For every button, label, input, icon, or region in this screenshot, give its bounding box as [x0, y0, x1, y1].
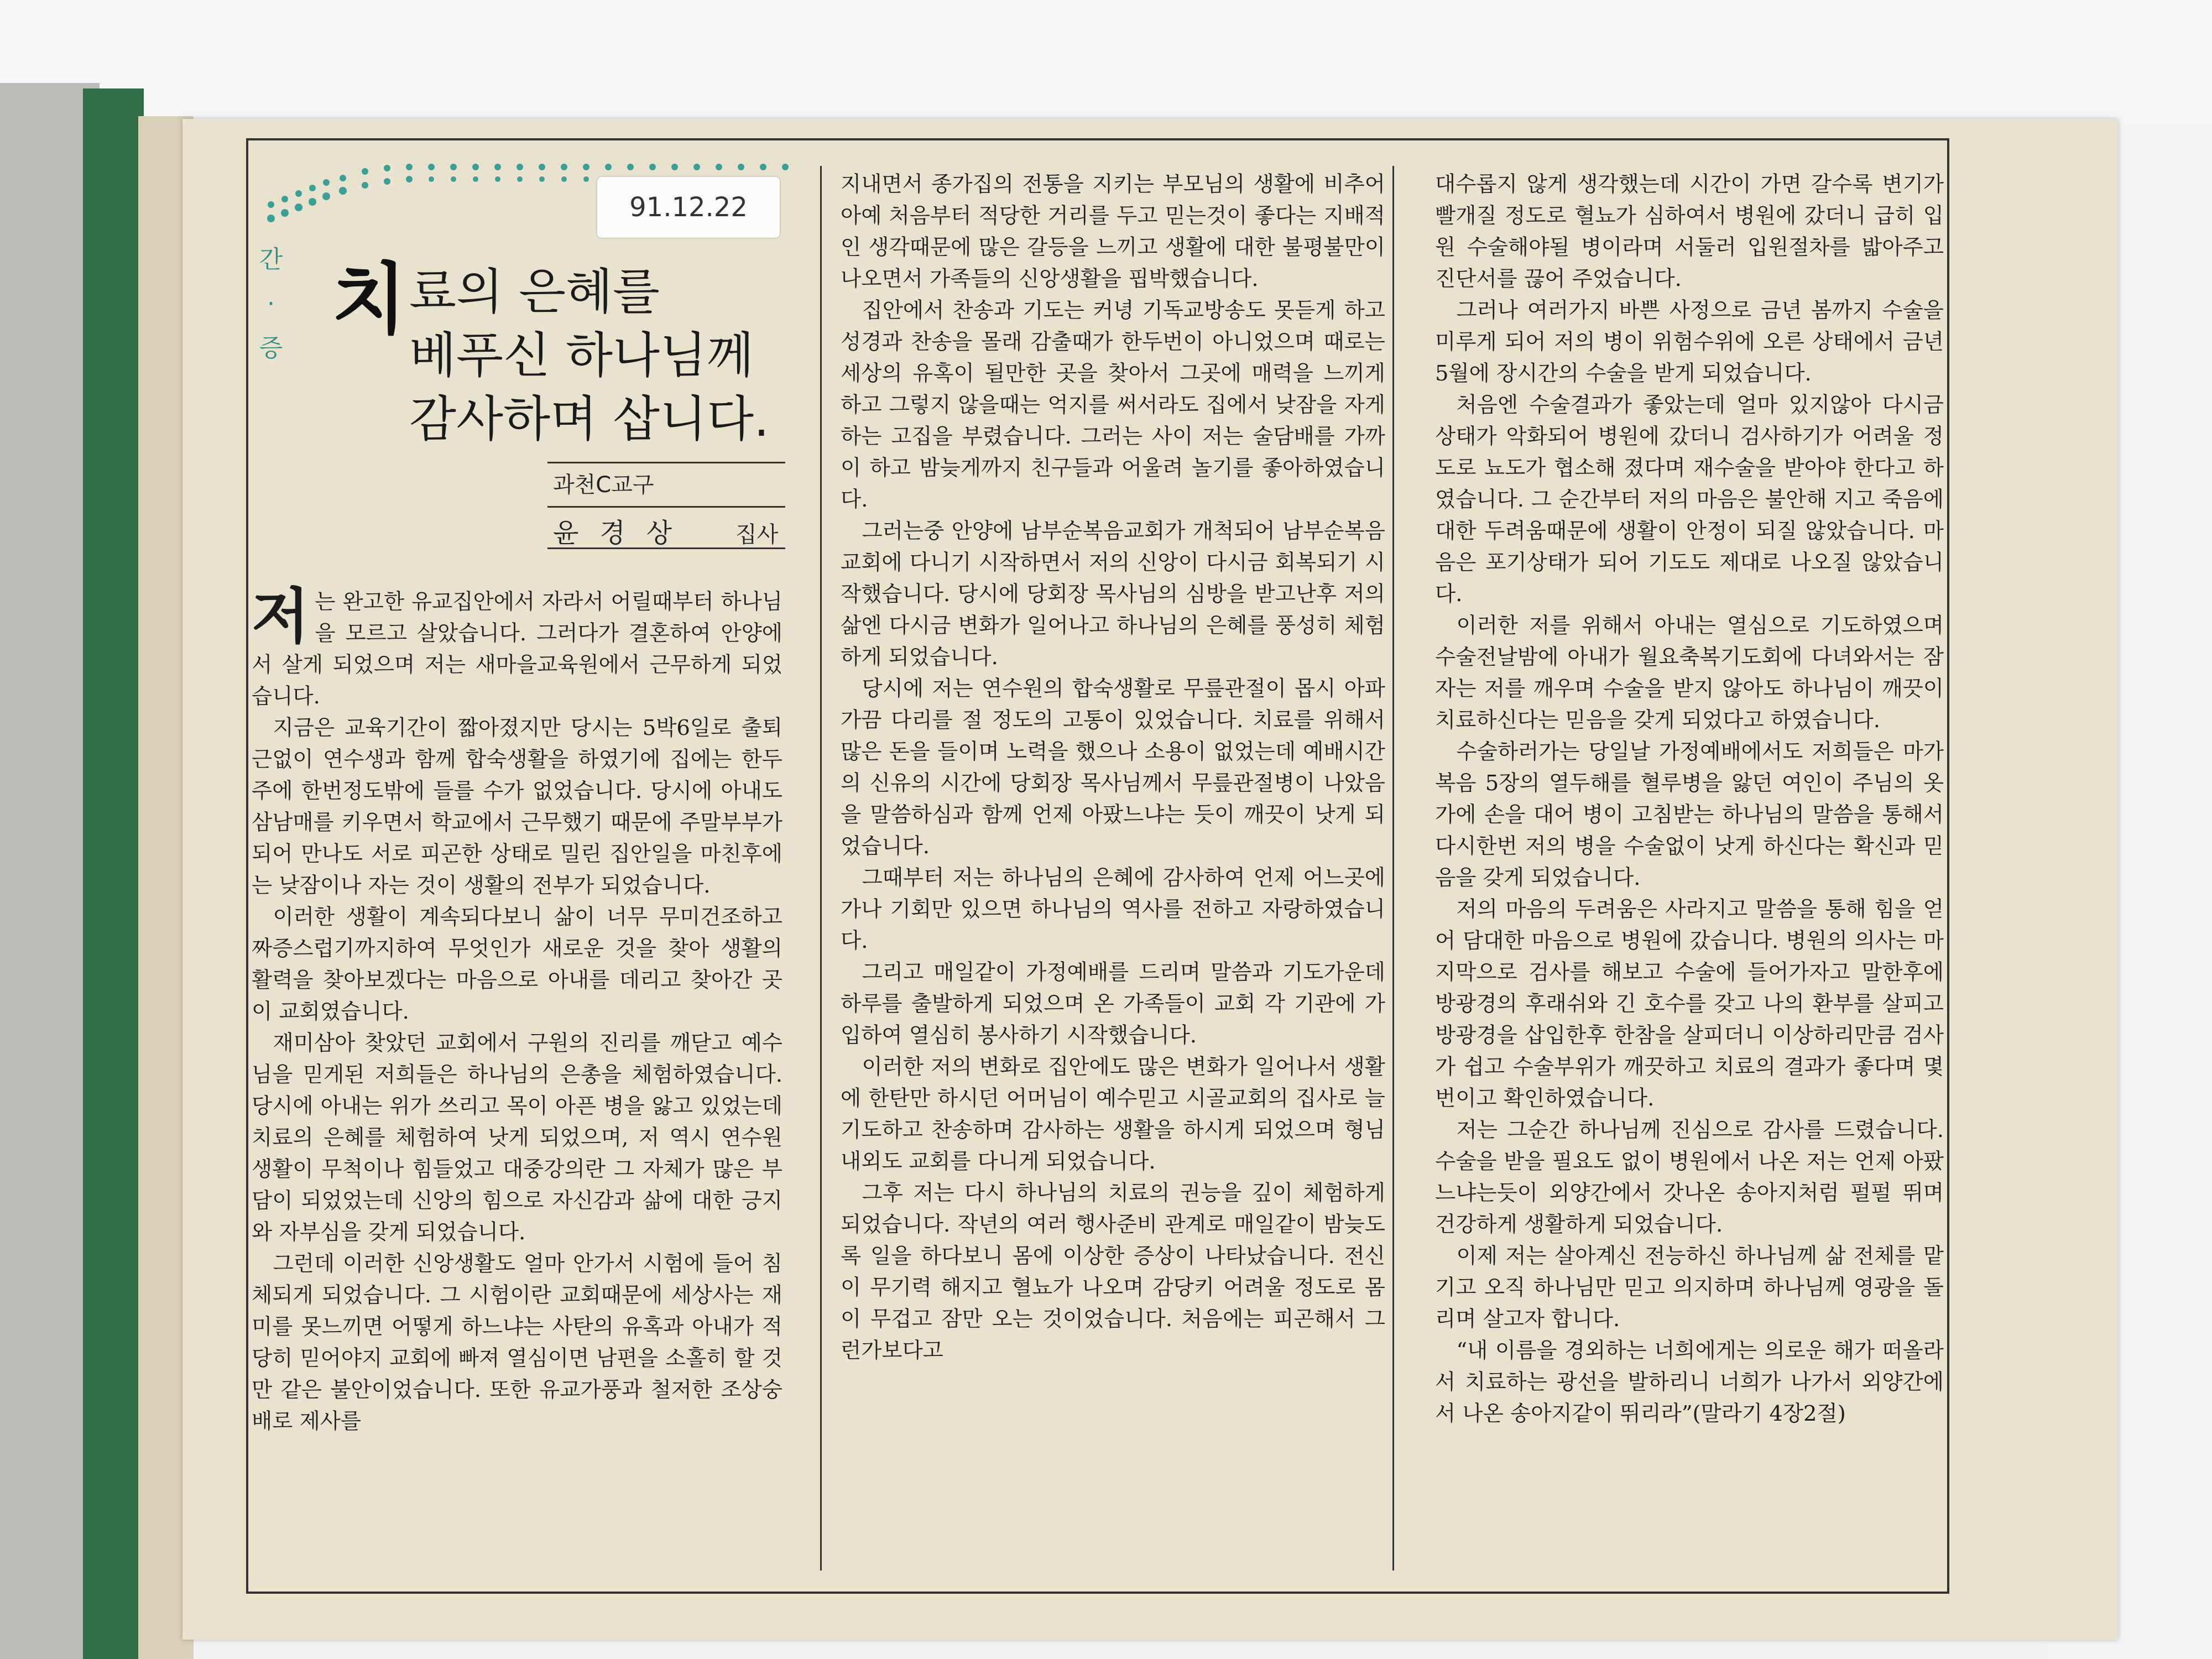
- paragraph: 그리고 매일같이 가정예배를 드리며 말씀과 기도가운데 하루를 출발하게 되었으며 온 가족들이 교회 각 기관에 가입하여 열심히 봉사하기 시작했습니다.: [841, 960, 1385, 1048]
- tag-char: 증: [259, 334, 283, 362]
- title-line: 료의 은혜를: [409, 263, 660, 320]
- frame-rule: [246, 138, 1949, 140]
- paragraph: 이러한 생활이 계속되다보니 삶이 너무 무미건조하고 짜증스럽기까지하여 무엇인가 새로운 것을 찾아 생활의 활력을 찾아보겠다는 마음으로 아내를 데리고 찾아간 곳이 교회였습니다.: [252, 905, 782, 1024]
- column-rule: [1392, 166, 1394, 1571]
- title-line: 감사하며 삽니다.: [409, 390, 770, 447]
- byline-rule: [547, 462, 785, 463]
- paragraph-text: 는 완고한 유교집안에서 자라서 어릴때부터 하나님을 모르고 살았습니다. 그러다가 결혼하여 안양에서 살게 되었으며 저는 새마을교육원에서 근무하게 되었습니다.: [252, 589, 782, 709]
- paragraph: 그러나 여러가지 바쁜 사정으로 금년 봄까지 수술을 미루게 되어 저의 병이 위험수위에 오른 상태에서 금년 5월에 장시간의 수술을 받게 되었습니다.: [1435, 298, 1944, 386]
- paragraph: 집안에서 찬송과 기도는 커녕 기독교방송도 못듣게 하고 성경과 찬송을 몰래 감출때가 한두번이 아니었으며 때로는 세상의 유혹이 될만한 곳을 찾아서 그곳에 매력을 느끼게 하고 그렇지 않을때는 억지를 써서라도 집에서 낮잠을 자게하는 고집을 부렸습니다. 그러는 사이 저는 술담배를 가까이 하고 밤늦게까지 친구들과 어울려 놀기를 좋아하였습니다.: [841, 298, 1385, 512]
- paragraph: “내 이름을 경외하는 너희에게는 의로운 해가 떠올라서 치료하는 광선을 발하리니 너희가 나가서 외양간에서 나온 송아지같이 뛰리라”(말라기 4장2절): [1435, 1338, 1944, 1426]
- paragraph: 그러는중 안양에 남부순복음교회가 개척되어 남부순복음교회에 다니기 시작하면서 저의 신앙이 다시금 회복되기 시작했습니다. 당시에 당회장 목사님의 심방을 받고난후 저의 삶엔 다시금 변화가 일어나고 하나님의 은혜를 풍성히 체험하게 되었습니다.: [841, 519, 1385, 670]
- title-line: 베푸신 하나님께: [409, 327, 754, 384]
- paragraph: 대수롭지 않게 생각했는데 시간이 가면 갈수록 변기가 빨개질 정도로 혈뇨가 심하여서 병원에 갔더니 급히 입원 수술해야될 병이라며 서둘러 입원절차를 밟아주고 진단서를 끊어 주었습니다.: [1435, 172, 1944, 291]
- date-sticker: 91.12.22: [597, 177, 780, 238]
- article-column-3: [1435, 169, 1944, 1430]
- tag-char: ·: [267, 290, 275, 318]
- paragraph: [252, 582, 782, 712]
- paragraph: 이러한 저의 변화로 집안에도 많은 변화가 일어나서 생활에 한탄만 하시던 어머님이 예수믿고 시골교회의 집사로 늘 기도하고 찬송하며 감사하는 생활을 하시게 되었으며 형님 내외도 교회를 다니게 되었습니다.: [841, 1055, 1385, 1174]
- binder-spine: [83, 88, 144, 1659]
- desk-background: [0, 0, 2212, 127]
- paragraph: 그후 저는 다시 하나님의 치료의 권능을 깊이 체험하게 되었습니다. 작년의 여러 행사준비 관계로 매일같이 밤늦도록 일을 하다보니 몸에 이상한 증상이 나타났습니다. 전신이 무기력 해지고 혈뇨가 나오며 감당키 어려울 정도로 몸이 무겁고 잠만 오는 것이었습니다. 처음에는 피곤해서 그런가보다고: [841, 1181, 1385, 1363]
- paragraph: 이러한 저를 위해서 아내는 열심으로 기도하였으며 수술전날밤에 아내가 월요축복기도회에 다녀와서는 잠자는 저를 깨우며 수술을 받지 않아도 하나님이 깨끗이 치료하신다는 믿음을 갖게 되었다고 하였습니다.: [1435, 613, 1944, 733]
- author-parish: 과천C교구: [553, 472, 654, 498]
- article-title: [409, 260, 769, 451]
- paragraph: 처음엔 수술결과가 좋았는데 얼마 있지않아 다시금 상태가 악화되어 병원에 갔더니 검사하기가 어려울 정도로 뇨도가 협소해 졌다며 재수술을 받아야 한다고 하였습니다. 그 순간부터 저의 마음은 불안해 지고 죽음에 대한 두려움때문에 생활이 안정이 되질 않았습니다. 마음은 포기상태가 되어 기도도 제대로 나오질 않았습니다.: [1435, 393, 1944, 607]
- column-rule: [820, 166, 822, 1571]
- author-name: 윤경상: [553, 518, 693, 549]
- frame-rule: [1947, 138, 1949, 1594]
- byline-rule: [547, 506, 785, 508]
- paragraph: 이제 저는 살아계신 전능하신 하나님께 삶 전체를 맡기고 오직 하나님만 믿고 의지하며 하나님께 영광을 돌리며 살고자 합니다.: [1435, 1244, 1944, 1332]
- paragraph: 그때부터 저는 하나님의 은혜에 감사하여 언제 어느곳에 가나 기회만 있으면 하나님의 역사를 전하고 자랑하였습니다.: [841, 865, 1385, 953]
- paragraph: 수술하러가는 당일날 가정예배에서도 저희들은 마가복음 5장의 열두해를 혈루병을 앓던 여인이 주님의 옷가에 손을 대어 병이 고침받는 하나님의 말씀을 통해서 다시한번 저의 병을 수술없이 낫게 하신다는 확신과 믿음을 갖게 되었습니다.: [1435, 739, 1944, 890]
- tag-char: 간: [259, 246, 283, 274]
- paragraph: 당시에 저는 연수원의 합숙생활로 무릎관절이 몹시 아파 가끔 다리를 절 정도의 고통이 있었습니다. 치료를 위해서 많은 돈을 들이며 노력을 했으나 소용이 없었는데 예배시간의 신유의 시간에 당회장 목사님께서 무릎관절병이 나았음을 말씀하심과 함께 언제 아팠느냐는 듯이 깨끗이 낫게 되었습니다.: [841, 676, 1385, 859]
- paragraph: 그런데 이러한 신앙생활도 얼마 안가서 시험에 들어 침체되게 되었습니다. 그 시험이란 교회때문에 세상사는 재미를 못느끼면 어떻게 하느냐는 사탄의 유혹과 아내가 적당히 믿어야지 교회에 빠져 열심이면 남편을 소홀히 할 것만 같은 불안이었습니다. 또한 유교가풍과 철저한 조상숭배로 제사를: [252, 1251, 782, 1434]
- frame-rule: [246, 1592, 1949, 1594]
- paragraph: 지내면서 종가집의 전통을 지키는 부모님의 생활에 비추어 아예 처음부터 적당한 거리를 두고 믿는것이 좋다는 지배적인 생각때문에 많은 갈등을 느끼고 생활에 대한 불평불만이 나오면서 가족들의 신앙생활을 핍박했습니다.: [841, 172, 1385, 291]
- paragraph: 재미삼아 찾았던 교회에서 구원의 진리를 깨닫고 예수님을 믿게된 저희들은 하나님의 은총을 체험하였습니다. 당시에 아내는 위가 쓰리고 목이 아픈 병을 앓고 있었는데 치료의 은혜를 체험하여 낫게 되었으며, 저 역시 연수원 생활이 무척이나 힘들었고 대중강의란 그 자체가 많은 부담이 되었었는데 신앙의 힘으로 자신감과 삶에 대한 긍지와 자부심을 갖게 되었습니다.: [252, 1031, 782, 1245]
- article-column-1: [252, 582, 782, 1437]
- title-initial: 치: [332, 255, 407, 345]
- frame-rule: [246, 138, 248, 1594]
- category-tag: [254, 238, 288, 371]
- paragraph: 지금은 교육기간이 짧아졌지만 당시는 5박6일로 출퇴근없이 연수생과 함께 합숙생활을 하였기에 집에는 한두주에 한번정도밖에 들를 수가 없었습니다. 당시에 아내도 삼남매를 키우면서 학교에서 근무했기 때문에 주말부부가 되어 만나도 서로 피곤한 상태로 밀린 집안일을 마친후에는 낮잠이나 자는 것이 생활의 전부가 되었습니다.: [252, 716, 782, 898]
- drop-cap: 저: [252, 582, 310, 651]
- paragraph: 저의 마음의 두려움은 사라지고 말씀을 통해 힘을 얻어 담대한 마음으로 병원에 갔습니다. 병원의 의사는 마지막으로 검사를 해보고 수술에 들어가자고 말한후에 방광경의 후래쉬와 긴 호수를 갖고 나의 환부를 살피고 방광경을 삽입한후 한참을 살피더니 이상하리만큼 검사가 쉽고 수술부위가 깨끗하고 치료의 결과가 좋다며 몇 번이고 확인하였습니다.: [1435, 897, 1944, 1111]
- paragraph: 저는 그순간 하나님께 진심으로 감사를 드렸습니다. 수술을 받을 필요도 없이 병원에서 나온 저는 언제 아팠느냐는듯이 외양간에서 갓나온 송아지처럼 펄펄 뛰며 건강하게 생활하게 되었습니다.: [1435, 1118, 1944, 1237]
- article-column-2: [841, 169, 1385, 1366]
- author-role: 집사: [735, 522, 779, 547]
